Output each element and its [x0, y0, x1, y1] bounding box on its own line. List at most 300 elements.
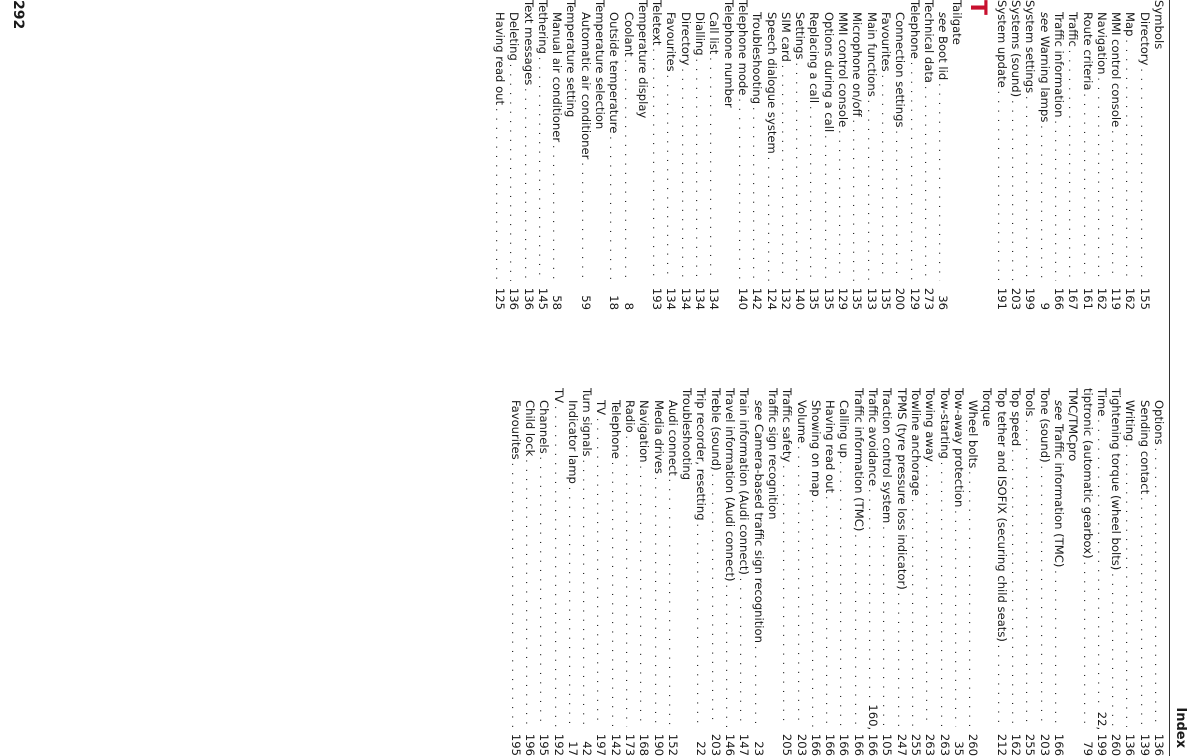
entry-text: Train information (Audi connect)	[737, 388, 752, 575]
index-entry	[707, 0, 721, 310]
entry-text: Replacing a call	[807, 12, 822, 104]
leader-dots	[1135, 68, 1149, 281]
index-entry	[493, 0, 507, 310]
entry-label	[850, 0, 864, 117]
page-reference: 119	[1109, 287, 1124, 310]
index-entry	[779, 0, 793, 310]
leader-dots	[619, 60, 633, 281]
page-reference: 203	[794, 733, 809, 756]
index-entry	[694, 388, 708, 756]
entry-label	[994, 388, 1008, 642]
index-column-left	[493, 0, 1166, 310]
page-reference: 190	[651, 733, 666, 756]
index-entry	[1109, 0, 1123, 310]
index-entry	[664, 0, 678, 310]
entry-text: TMC/TMCpro	[1066, 388, 1081, 462]
entry-label	[922, 0, 936, 83]
entry-text: Tow-away protection	[951, 388, 966, 508]
index-entry	[523, 388, 537, 756]
leader-dots	[734, 98, 748, 281]
page-reference: 195	[508, 733, 523, 756]
leader-dots	[576, 162, 590, 281]
index-entry	[737, 388, 751, 756]
leader-dots	[992, 645, 1006, 727]
leader-dots	[1007, 100, 1021, 281]
entry-label	[751, 388, 765, 643]
entry-label	[607, 0, 621, 133]
leader-dots	[950, 510, 964, 727]
entry-label	[894, 388, 908, 590]
entry-text: Route criteria	[1080, 12, 1095, 91]
entry-text: Options	[1152, 400, 1166, 445]
entry-label	[578, 0, 592, 159]
leader-dots	[606, 462, 620, 727]
index-entry	[521, 0, 535, 310]
page-reference: 105	[880, 733, 895, 756]
entry-text: Call list	[707, 12, 722, 55]
page-reference: 166	[1051, 733, 1066, 756]
leader-dots	[835, 461, 849, 727]
entry-label	[909, 388, 923, 496]
leader-dots	[535, 457, 549, 727]
section-letter: T	[965, 0, 991, 16]
entry-text: Wheel bolts	[966, 400, 981, 469]
entry-label	[1152, 388, 1166, 445]
leader-dots	[1050, 120, 1064, 281]
index-entry	[821, 0, 835, 310]
leader-dots	[1093, 419, 1107, 708]
page-reference: 135	[821, 287, 836, 310]
entry-text: Traffic information (TMC)	[851, 388, 866, 532]
leader-dots	[864, 489, 878, 701]
entry-text: Telephone	[907, 0, 922, 59]
entry-text: Traffic sign recognition	[765, 388, 780, 520]
index-entry	[1095, 388, 1109, 756]
index-entry	[837, 388, 851, 756]
entry-text: Tailgate	[950, 0, 965, 45]
index-entry	[1137, 0, 1151, 310]
leader-dots	[692, 524, 706, 727]
leader-dots	[849, 534, 863, 727]
entry-text: Favourites	[508, 400, 523, 460]
leader-dots	[1107, 130, 1121, 281]
leader-dots	[691, 59, 705, 281]
entry-label	[780, 388, 794, 462]
entry-label	[1095, 0, 1109, 75]
entry-label	[1080, 0, 1094, 90]
entry-label	[936, 0, 950, 80]
page-reference: 139	[1137, 733, 1152, 756]
entry-label	[836, 0, 850, 127]
page-reference: 162	[1123, 287, 1138, 310]
entry-label	[636, 0, 650, 118]
index-entry	[580, 388, 594, 756]
entry-text: Directory	[1137, 12, 1152, 66]
entry-text: Having read out	[492, 12, 507, 106]
index-entry	[621, 0, 635, 310]
entry-label	[580, 388, 594, 457]
entry-label	[1009, 0, 1023, 97]
index-entry	[866, 388, 880, 756]
index-entry	[1152, 0, 1166, 310]
page-reference: 161	[1080, 287, 1095, 310]
entry-label	[750, 0, 764, 104]
index-entry	[1037, 388, 1051, 756]
entry-text: Boot lid	[936, 36, 951, 81]
leader-dots	[506, 463, 520, 727]
index-entry	[923, 388, 937, 756]
leader-dots	[1007, 449, 1021, 727]
page-reference: 166	[851, 733, 866, 756]
entry-text: Main functions	[864, 12, 879, 97]
leader-dots	[548, 145, 562, 281]
entry-text: Trip recorder, resetting	[694, 388, 709, 521]
entry-text: Text messages	[521, 0, 536, 86]
entry-text: Map	[1123, 12, 1138, 37]
entry-text: Time	[1094, 388, 1109, 417]
leader-dots	[648, 48, 662, 281]
leader-dots	[1107, 573, 1121, 727]
index-entry	[994, 388, 1008, 756]
index-entry	[1080, 388, 1094, 756]
entry-label	[1123, 0, 1137, 36]
page-reference: 140	[793, 287, 808, 310]
entry-label	[807, 0, 821, 103]
leader-dots	[877, 75, 891, 281]
entry-text: Warning lamps	[1037, 36, 1052, 123]
entry-label	[664, 0, 678, 72]
page-number: 292	[10, 0, 26, 30]
entry-label	[1137, 388, 1151, 494]
leader-dots	[519, 88, 533, 281]
page-title: Index	[1173, 707, 1188, 748]
entry-text: Travel information (Audi connect)	[723, 388, 738, 582]
entry-label	[880, 388, 894, 523]
entry-label	[536, 0, 550, 54]
entry-text: Tow-starting	[937, 388, 952, 459]
entry-text: Telephone number	[721, 0, 736, 108]
leader-dots	[892, 593, 906, 727]
index-entry	[594, 388, 608, 756]
page-reference: 129	[907, 287, 922, 310]
entry-label	[952, 388, 966, 507]
page-reference: 196	[522, 733, 537, 756]
page-reference: 134	[693, 287, 708, 310]
page-reference: 255	[1023, 733, 1038, 756]
entry-text: Coolant	[621, 12, 636, 57]
page-reference: 168	[637, 733, 652, 756]
entry-label	[508, 388, 522, 460]
entry-label	[694, 388, 708, 521]
entry-text: Directory	[678, 12, 693, 66]
page-reference: 134	[664, 287, 679, 310]
leader-dots	[592, 418, 606, 727]
entry-label	[1009, 388, 1023, 446]
entry-text: Sending contact	[1137, 400, 1152, 495]
entry-label	[637, 388, 651, 463]
index-entry	[907, 0, 921, 310]
page-reference: 200	[893, 287, 908, 310]
entry-label	[923, 388, 937, 462]
index-entry	[651, 388, 665, 756]
index-entry	[607, 0, 621, 310]
entry-label	[879, 0, 893, 72]
page-reference: 162	[1009, 733, 1024, 756]
leader-dots	[564, 487, 578, 727]
see-reference: see	[1037, 12, 1052, 33]
page-reference: 192	[551, 733, 566, 756]
entry-text: Towline anchorage	[908, 388, 923, 496]
entry-label	[1052, 388, 1066, 567]
page-reference: 134	[707, 287, 722, 310]
page-reference: 135	[807, 287, 822, 310]
entry-label	[937, 388, 951, 459]
entry-text: Audi connect	[665, 400, 680, 476]
leader-dots	[762, 157, 776, 281]
leader-dots	[891, 131, 905, 281]
index-entry	[723, 388, 737, 756]
page-reference: 193	[650, 287, 665, 310]
entry-label	[1080, 388, 1094, 559]
index-entry	[1037, 0, 1051, 310]
index-entry	[623, 388, 637, 756]
entry-text: Deleting	[507, 12, 522, 61]
index-entry	[894, 388, 908, 756]
page-reference: 203	[708, 733, 723, 756]
page-reference: 22, 199	[1094, 711, 1109, 756]
index-entry	[793, 0, 807, 310]
leader-dots	[905, 62, 919, 281]
entry-label	[764, 0, 778, 154]
leader-dots	[521, 459, 535, 727]
index-entry	[823, 388, 837, 756]
entry-text: TV	[551, 388, 566, 404]
index-entry	[1123, 388, 1137, 756]
leader-dots	[920, 86, 934, 281]
entry-text: Torque	[980, 388, 995, 427]
entry-label	[766, 388, 780, 519]
page-reference: 142	[750, 287, 765, 310]
leader-dots	[1078, 93, 1092, 281]
entry-text: Having read out	[823, 400, 838, 494]
page-reference: 166	[1051, 287, 1066, 310]
entry-label	[823, 388, 837, 493]
entry-text: Automatic air conditioner	[578, 12, 593, 160]
entry-text: MMI control console	[1109, 12, 1124, 128]
entry-text: Radio	[623, 400, 638, 433]
leader-dots	[778, 465, 792, 727]
leader-dots	[807, 500, 821, 727]
entry-text: Telephone	[608, 400, 623, 459]
entry-text: SIM card	[778, 12, 793, 62]
page-reference: 203	[1037, 733, 1052, 756]
entry-label	[621, 0, 635, 57]
index-entry	[952, 388, 966, 756]
page-reference: 166	[808, 733, 823, 756]
leader-dots	[491, 108, 505, 281]
entry-label	[736, 0, 750, 95]
entry-text: Channels	[537, 400, 552, 454]
entry-label	[666, 388, 680, 476]
page-reference: 133	[864, 287, 879, 310]
page-reference: 197	[594, 733, 609, 756]
entry-label	[608, 388, 622, 459]
index-entry	[909, 388, 923, 756]
leader-dots	[964, 471, 978, 727]
page-reference: 195	[537, 733, 552, 756]
page-reference: 152	[665, 733, 680, 756]
page-reference: 132	[778, 287, 793, 310]
leader-dots	[749, 646, 763, 727]
entry-text: Top speed	[1009, 388, 1024, 447]
entry-text: Treble (sound)	[708, 388, 723, 471]
entry-text: Favourites	[664, 12, 679, 72]
entry-label	[737, 388, 751, 575]
page-reference: 136	[521, 287, 536, 310]
page-reference: 260	[966, 733, 981, 756]
page-reference: 140	[735, 287, 750, 310]
leader-dots	[777, 65, 791, 281]
leader-dots	[934, 83, 948, 281]
leader-dots	[735, 578, 749, 727]
leader-dots	[578, 460, 592, 727]
page-reference: 17	[565, 741, 580, 756]
entry-label	[794, 388, 808, 443]
index-entry	[551, 388, 565, 756]
see-reference: see	[751, 400, 766, 421]
index-entry	[536, 0, 550, 310]
index-entry	[750, 0, 764, 310]
entry-label	[864, 0, 878, 97]
index-entry	[1123, 0, 1137, 310]
entry-label	[779, 0, 793, 62]
leader-dots	[662, 75, 676, 281]
entry-label	[837, 388, 851, 458]
page-reference: 136	[1123, 733, 1138, 756]
leader-dots	[1035, 466, 1049, 727]
index-entry	[736, 0, 750, 310]
page-reference: 142	[608, 733, 623, 756]
entry-text: Traffic information (TMC)	[1051, 424, 1066, 568]
entry-label	[1095, 388, 1109, 416]
entry-label	[1109, 388, 1123, 570]
entry-text: Navigation	[1094, 12, 1109, 75]
leader-dots	[721, 585, 735, 727]
leader-dots	[707, 474, 721, 727]
page-reference: 136	[1152, 733, 1166, 756]
entry-label	[1023, 388, 1037, 417]
entry-label	[550, 0, 564, 142]
page-reference: 22	[694, 741, 709, 756]
entry-text: Turn signals	[580, 388, 595, 457]
entry-label	[1037, 0, 1051, 122]
page-reference: 205	[780, 733, 795, 756]
index-entry	[1080, 0, 1094, 310]
page-reference: 42	[580, 741, 595, 756]
entry-label	[723, 388, 737, 582]
entry-label	[809, 388, 823, 497]
page-reference: 135	[850, 287, 865, 310]
entry-label	[707, 0, 721, 54]
index-entry	[1095, 0, 1109, 310]
entry-text: Navigation	[637, 400, 652, 463]
index-entry	[1066, 0, 1080, 310]
page-reference: 263	[923, 733, 938, 756]
leader-dots	[1021, 96, 1035, 281]
leader-dots	[791, 63, 805, 281]
index-entry	[1137, 388, 1151, 756]
index-entry	[608, 388, 622, 756]
header-rule	[1169, 0, 1170, 756]
leader-dots	[1121, 444, 1135, 727]
entry-label	[679, 0, 693, 65]
entry-text: Microphone on/off	[850, 12, 865, 117]
leader-dots	[1064, 50, 1078, 281]
entry-text: Tightening torque (wheel bolts)	[1109, 388, 1124, 571]
index-entry	[709, 388, 723, 756]
index-entry	[693, 0, 707, 310]
entry-label	[893, 0, 907, 128]
leader-dots	[821, 496, 835, 727]
leader-dots	[549, 406, 563, 727]
entry-text: Speech dialogue system	[764, 12, 779, 154]
index-column-right	[508, 388, 1166, 756]
leader-dots	[605, 136, 619, 281]
entry-text: Options during a call	[821, 12, 836, 133]
leader-dots	[677, 68, 691, 281]
leader-dots	[664, 479, 678, 727]
index-entry	[550, 0, 564, 310]
entry-label	[623, 388, 637, 433]
index-entry	[1023, 388, 1037, 756]
leader-dots	[992, 91, 1006, 281]
entry-label	[950, 0, 964, 45]
leader-dots	[635, 466, 649, 727]
index-entry	[864, 0, 878, 310]
entry-label	[651, 388, 665, 474]
entry-label	[594, 388, 608, 415]
entry-text: Traffic safety	[780, 388, 795, 463]
index-entry	[679, 0, 693, 310]
entry-text: Traffic information	[1051, 12, 1066, 118]
leader-dots	[1050, 570, 1064, 727]
page-reference: 146	[723, 733, 738, 756]
entry-label	[566, 388, 580, 484]
see-reference: see	[1051, 400, 1066, 421]
entry-text: TPMS (tyre pressure loss indicator)	[894, 388, 909, 590]
page-reference: 18	[607, 295, 622, 310]
page-reference: 35	[951, 741, 966, 756]
entry-text: Camera-based traffic sign recognition	[751, 424, 766, 643]
entry-label	[680, 388, 694, 480]
page-reference: 203	[1009, 287, 1024, 310]
index-entry	[879, 0, 893, 310]
page-reference: 135	[878, 287, 893, 310]
entry-text: MMI control console	[836, 12, 851, 128]
page-reference: 155	[1137, 287, 1152, 310]
entry-label	[1023, 0, 1037, 93]
leader-dots	[1093, 78, 1107, 281]
index-entry	[780, 388, 794, 756]
page-reference: 125	[492, 287, 507, 310]
entry-text: Connection settings	[893, 12, 908, 128]
entry-text: Manual air conditioner	[550, 12, 565, 143]
index-entry	[537, 388, 551, 756]
index-entry	[936, 0, 950, 310]
page-reference: 145	[535, 287, 550, 310]
page-reference: 173	[623, 733, 638, 756]
index-entry	[566, 388, 580, 756]
